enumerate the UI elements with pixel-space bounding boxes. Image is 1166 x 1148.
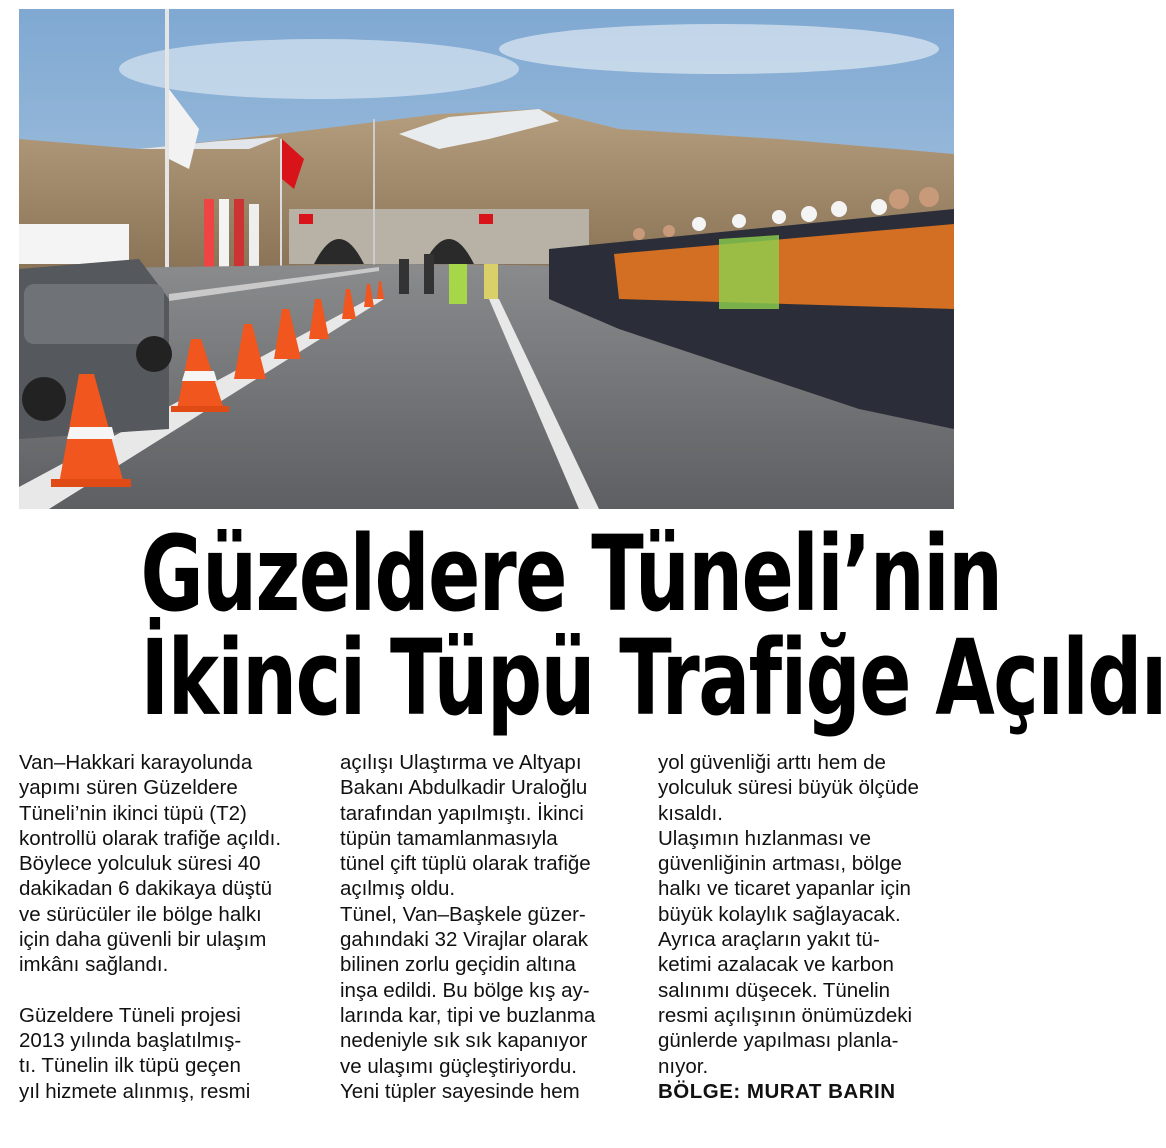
paragraph: Güzeldere Tüneli projesi 2013 yılında başlatılmış- tı. Tünelin ilk tüpü geçen yıl hizmete alınmış, resmi xyxy=(19,1003,251,1103)
headline-line-2: İkinci Tüpü Trafiğe Açıldı xyxy=(140,617,1166,739)
headline xyxy=(19,513,1166,739)
paragraph: açılışı Ulaştırma ve Altyapı Bakanı Abdulkadir Uraloğlu tarafından yapılmıştı. İkinci tüpün tamamlanmasıyla tünel çift tüplü olarak trafiğe açılmış oldu. xyxy=(340,751,591,901)
article-column-3 xyxy=(658,750,948,1140)
article-column-1 xyxy=(19,750,309,1140)
paragraph: Van–Hakkari karayolunda yapımı süren Güzeldere Tüneli’nin ikinci tüpü (T2) kontrollü olarak trafiğe açıldı. Böylece yolculuk süresi 40 dakikadan 6 dakikaya düştü ve sürücüler ile bölge halkı için daha güvenli bir ulaşım imkânı sağlandı. xyxy=(19,751,282,977)
headline-line-1: Güzeldere Tüneli’nin xyxy=(140,513,1002,635)
article-column-2 xyxy=(340,750,630,1140)
paragraph: Ulaşımın hızlanması ve güvenliğinin artması, bölge halkı ve ticaret yapanlar için büyük kolaylık sağlayacak. Ayrıca araçların yakıt tü- ketimi azalacak ve karbon salınımı düşecek. Tünelin resmi açılışının önümüzdeki günlerde yapılması planla- nıyor. xyxy=(658,826,913,1078)
news-photo xyxy=(19,9,954,509)
paragraph: Tünel, Van–Başkele güzer- gahındaki 32 Virajlar olarak bilinen zorlu geçidin altına inşa edildi. Bu bölge kış ay- larında kar, tipi ve buzlanma nedeniyle sık sık kapanıyor ve ulaşımı güçleştiriyordu. Yeni tüpler sayesinde hem xyxy=(340,902,596,1103)
tunnel-ceremony-photo xyxy=(19,9,954,509)
paragraph: yol güvenliği arttı hem de yolculuk süresi büyük ölçüde kısaldı. xyxy=(658,751,919,825)
byline: BÖLGE: MURAT BARIN xyxy=(658,1079,896,1103)
